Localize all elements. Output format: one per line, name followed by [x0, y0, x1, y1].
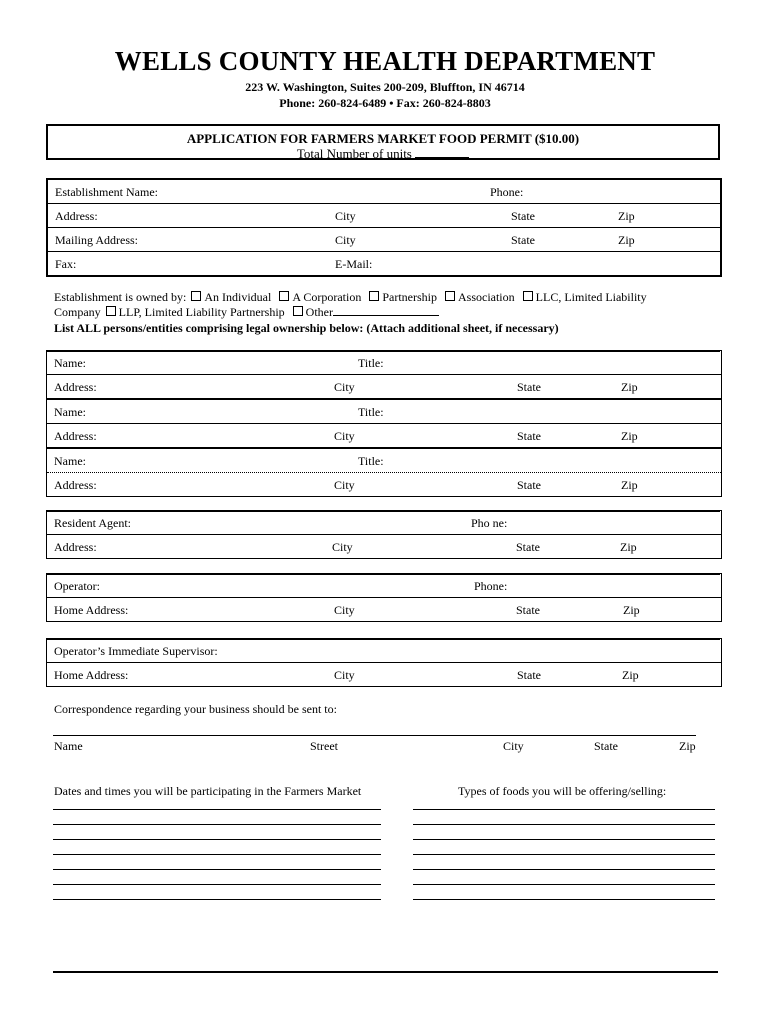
fax-label: Fax:	[55, 257, 77, 271]
owner3-name-row[interactable]	[47, 447, 721, 472]
owner3-state-label: State	[517, 478, 541, 492]
foods-line-4[interactable]	[413, 854, 715, 855]
operator-zip-label: Zip	[623, 603, 640, 617]
corr-zip-label: Zip	[679, 739, 696, 753]
foods-line-6[interactable]	[413, 884, 715, 885]
mailing-state-label: State	[511, 233, 535, 247]
option-partnership: Partnership	[382, 290, 437, 304]
dates-line-4[interactable]	[53, 854, 381, 855]
agent-table	[46, 510, 722, 559]
operator-phone-label: Phone:	[474, 579, 508, 593]
checkbox-individual[interactable]	[191, 291, 201, 301]
ownership-options	[54, 290, 734, 320]
supervisor-zip-label: Zip	[622, 668, 639, 682]
department-address: 223 W. Washington, Suites 200-209, Bluffton, IN 46714	[245, 80, 525, 94]
foods-line-1[interactable]	[413, 809, 715, 810]
establishment-zip-label: Zip	[618, 209, 635, 223]
supervisor-label: Operator’s Immediate Supervisor:	[54, 644, 218, 658]
owners-table	[46, 350, 722, 497]
establishment-address-row[interactable]	[48, 203, 720, 227]
resident-agent-label: Resident Agent:	[54, 516, 131, 530]
owner1-name-row[interactable]	[47, 351, 721, 374]
operator-row[interactable]	[47, 574, 721, 597]
correspondence-intro: Correspondence regarding your business should be sent to:	[54, 702, 337, 716]
owner1-city-label: City	[334, 380, 355, 394]
checkbox-llp[interactable]	[106, 306, 116, 316]
establishment-address-label: Address:	[55, 209, 98, 223]
dates-line-2[interactable]	[53, 824, 381, 825]
owner2-state-label: State	[517, 429, 541, 443]
option-other: Other	[305, 305, 333, 319]
owner2-address-label: Address:	[54, 429, 97, 443]
owner2-name-label: Name:	[54, 405, 86, 419]
owner3-address-row[interactable]	[47, 472, 721, 496]
operator-table	[46, 573, 722, 622]
owner2-zip-label: Zip	[621, 429, 638, 443]
mailing-address-label: Mailing Address:	[55, 233, 138, 247]
option-llp: LLP, Limited Liability Partnership	[118, 305, 285, 319]
mailing-city-label: City	[335, 233, 356, 247]
operator-label: Operator:	[54, 579, 100, 593]
dates-line-6[interactable]	[53, 884, 381, 885]
agent-zip-label: Zip	[620, 540, 637, 554]
owner3-name-label: Name:	[54, 454, 86, 468]
operator-home-label: Home Address:	[54, 603, 129, 617]
agent-row[interactable]	[47, 511, 721, 534]
dates-line-7[interactable]	[53, 899, 381, 900]
supervisor-table	[46, 638, 722, 687]
option-llc: LLC, Limited Liability	[535, 290, 647, 304]
department-phone-fax: Phone: 260-824-6489 • Fax: 260-824-8803	[279, 96, 491, 110]
application-title-box	[46, 124, 720, 160]
option-individual: An Individual	[204, 290, 272, 304]
foods-line-2[interactable]	[413, 824, 715, 825]
agent-city-label: City	[332, 540, 353, 554]
operator-city-label: City	[334, 603, 355, 617]
agent-address-label: Address:	[54, 540, 97, 554]
owner3-address-label: Address:	[54, 478, 97, 492]
owner1-zip-label: Zip	[621, 380, 638, 394]
foods-line-5[interactable]	[413, 869, 715, 870]
agent-address-row[interactable]	[47, 534, 721, 558]
supervisor-home-label: Home Address:	[54, 668, 129, 682]
operator-state-label: State	[516, 603, 540, 617]
owner2-address-row[interactable]	[47, 423, 721, 447]
owner2-name-row[interactable]	[47, 398, 721, 423]
option-association: Association	[457, 290, 515, 304]
establishment-fax-row[interactable]	[48, 251, 720, 275]
email-label: E-Mail:	[335, 257, 373, 271]
owner2-city-label: City	[334, 429, 355, 443]
owner3-title-label: Title:	[358, 454, 384, 468]
owner1-state-label: State	[517, 380, 541, 394]
dates-line-3[interactable]	[53, 839, 381, 840]
establishment-city-label: City	[335, 209, 356, 223]
owner1-address-row[interactable]	[47, 374, 721, 398]
correspondence-line[interactable]	[53, 735, 696, 736]
checkbox-corporation[interactable]	[279, 291, 289, 301]
list-all-instruction: List ALL persons/entities comprising legal ownership below: (Attach additional sheet, if necessary)	[54, 321, 559, 335]
supervisor-row[interactable]	[47, 639, 721, 662]
supervisor-city-label: City	[334, 668, 355, 682]
agent-state-label: State	[516, 540, 540, 554]
checkbox-association[interactable]	[445, 291, 455, 301]
foods-line-7[interactable]	[413, 899, 715, 900]
supervisor-address-row[interactable]	[47, 662, 721, 686]
option-corporation: A Corporation	[292, 290, 362, 304]
establishment-name-row[interactable]	[48, 180, 720, 203]
operator-address-row[interactable]	[47, 597, 721, 621]
mailing-zip-label: Zip	[618, 233, 635, 247]
foods-line-3[interactable]	[413, 839, 715, 840]
corr-city-label: City	[503, 739, 524, 753]
footer-rule	[53, 971, 718, 973]
ownership-intro: Establishment is owned by:	[54, 290, 187, 304]
corr-street-label: Street	[310, 739, 338, 753]
agent-phone-label: Pho ne:	[471, 516, 508, 530]
owner1-address-label: Address:	[54, 380, 97, 394]
establishment-phone-label: Phone:	[490, 185, 524, 199]
corr-name-label: Name	[54, 739, 83, 753]
owner3-zip-label: Zip	[621, 478, 638, 492]
department-title: WELLS COUNTY HEALTH DEPARTMENT	[114, 46, 656, 76]
supervisor-state-label: State	[517, 668, 541, 682]
dates-line-1[interactable]	[53, 809, 381, 810]
owner2-title-label: Title:	[358, 405, 384, 419]
owner1-name-label: Name:	[54, 356, 86, 370]
owner1-title-label: Title:	[358, 356, 384, 370]
dates-line-5[interactable]	[53, 869, 381, 870]
corr-state-label: State	[594, 739, 618, 753]
application-title: APPLICATION FOR FARMERS MARKET FOOD PERMIT ($10.00)	[186, 131, 580, 146]
checkbox-partnership[interactable]	[369, 291, 379, 301]
establishment-mailing-row[interactable]	[48, 227, 720, 251]
option-llc-cont: Company	[54, 305, 101, 319]
owner3-city-label: City	[334, 478, 355, 492]
other-field[interactable]	[333, 306, 439, 316]
units-field[interactable]	[415, 147, 469, 158]
units-label: Total Number of units	[296, 146, 412, 161]
checkbox-llc[interactable]	[523, 291, 533, 301]
establishment-name-label: Establishment Name:	[55, 185, 158, 199]
establishment-table	[46, 178, 722, 277]
market-dates-label: Dates and times you will be participating in the Farmers Market	[54, 784, 362, 798]
establishment-state-label: State	[511, 209, 535, 223]
checkbox-other[interactable]	[293, 306, 303, 316]
units-line	[48, 146, 718, 162]
market-foods-label: Types of foods you will be offering/selling:	[458, 784, 667, 798]
